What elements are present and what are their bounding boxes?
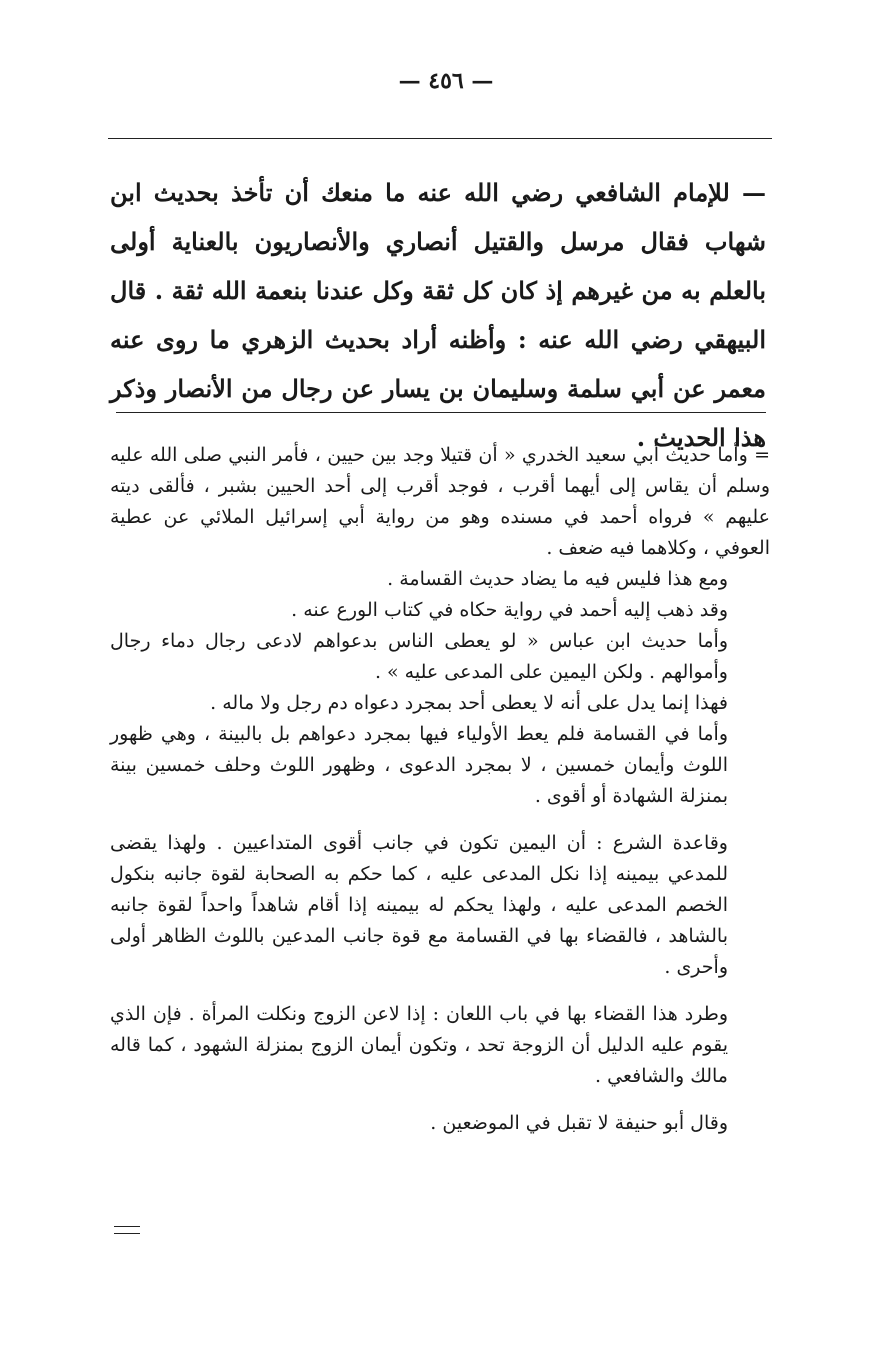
note-paragraph: ومع هذا فليس فيه ما يضاد حديث القسامة .: [387, 568, 728, 590]
note-paragraph: فهذا إنما يدل على أنه لا يعطى أحد بمجرد دعواه دم رجل ولا ماله .: [210, 692, 728, 714]
continuation-mark: [114, 1226, 140, 1234]
note-paragraph: وقد ذهب إليه أحمد في رواية حكاه في كتاب الورع عنه .: [291, 599, 728, 621]
footnotes-block: [110, 440, 770, 1139]
main-paragraph: — للإمام الشافعي رضي الله عنه ما منعك أن تأخذ بحديث ابن شهاب فقال مرسل والقتيل أنصاري والأنصاريون بالعناية أولى بالعلم به من غيرهم إذ كان كل ثقة وكل عندنا بنعمة الله ثقة . قال البيهقي رضي الله عنه : وأظنه أراد بحديث الزهري ما روى عنه معمر عن أبي سلمة وسليمان بن يسار عن رجال من الأنصار وذكر هذا الحديث .: [110, 178, 767, 452]
note-paragraph: وطرد هذا القضاء بها في باب اللعان : إذا لاعن الزوج ونكلت المرأة . فإن الذي يقوم عليه الدليل أن الزوجة تحد ، وتكون أيمان الزوج بمنزلة الشهود ، كما قاله مالك والشافعي .: [110, 1003, 728, 1087]
note-paragraph: = وأما حديث أبي سعيد الخدري « أن قتيلا وجد بين حيين ، فأمر النبي صلى الله عليه وسلم أن يقاس إلى أيهما أقرب ، فوجد أقرب إلى أحد الحيين بشبر ، فألقى ديته عليهم » فرواه أحمد في مسنده وهو من رواية أبي إسرائيل الملائي عن عطية العوفي ، وكلاهما فيه ضعف .: [110, 444, 770, 559]
note-paragraph: وأما في القسامة فلم يعط الأولياء فيها بمجرد دعواهم بل بالبينة ، وهي ظهور اللوث وأيمان خمسين ، لا بمجرد الدعوى ، وظهور اللوث وحلف خمسين بينة بمنزلة الشهادة أو أقوى .: [110, 723, 728, 807]
main-text-block: [110, 168, 766, 462]
header-rule: [108, 138, 772, 139]
page-number: — ٤٥٦ —: [398, 68, 494, 94]
footnote-separator-rule: [116, 412, 766, 413]
note-paragraph: وقال أبو حنيفة لا تقبل في الموضعين .: [430, 1112, 728, 1134]
note-paragraph: وقاعدة الشرع : أن اليمين تكون في جانب أقوى المتداعيين . ولهذا يقضى للمدعي بيمينه إذا نكل المدعى عليه ، كما حكم به الصحابة لقوة جانبه بنكول الخصم المدعى عليه ، ولهذا يحكم له بيمينه إذا أقام شاهداً واحداً لقوة جانبه بالشاهد ، فالقضاء بها في القسامة مع قوة جانب المدعين باللوث الظاهر أولى وأحرى .: [110, 832, 728, 978]
note-paragraph: وأما حديث ابن عباس « لو يعطى الناس بدعواهم لادعى رجال دماء رجال وأموالهم . ولكن اليمين على المدعى عليه » .: [110, 630, 728, 683]
